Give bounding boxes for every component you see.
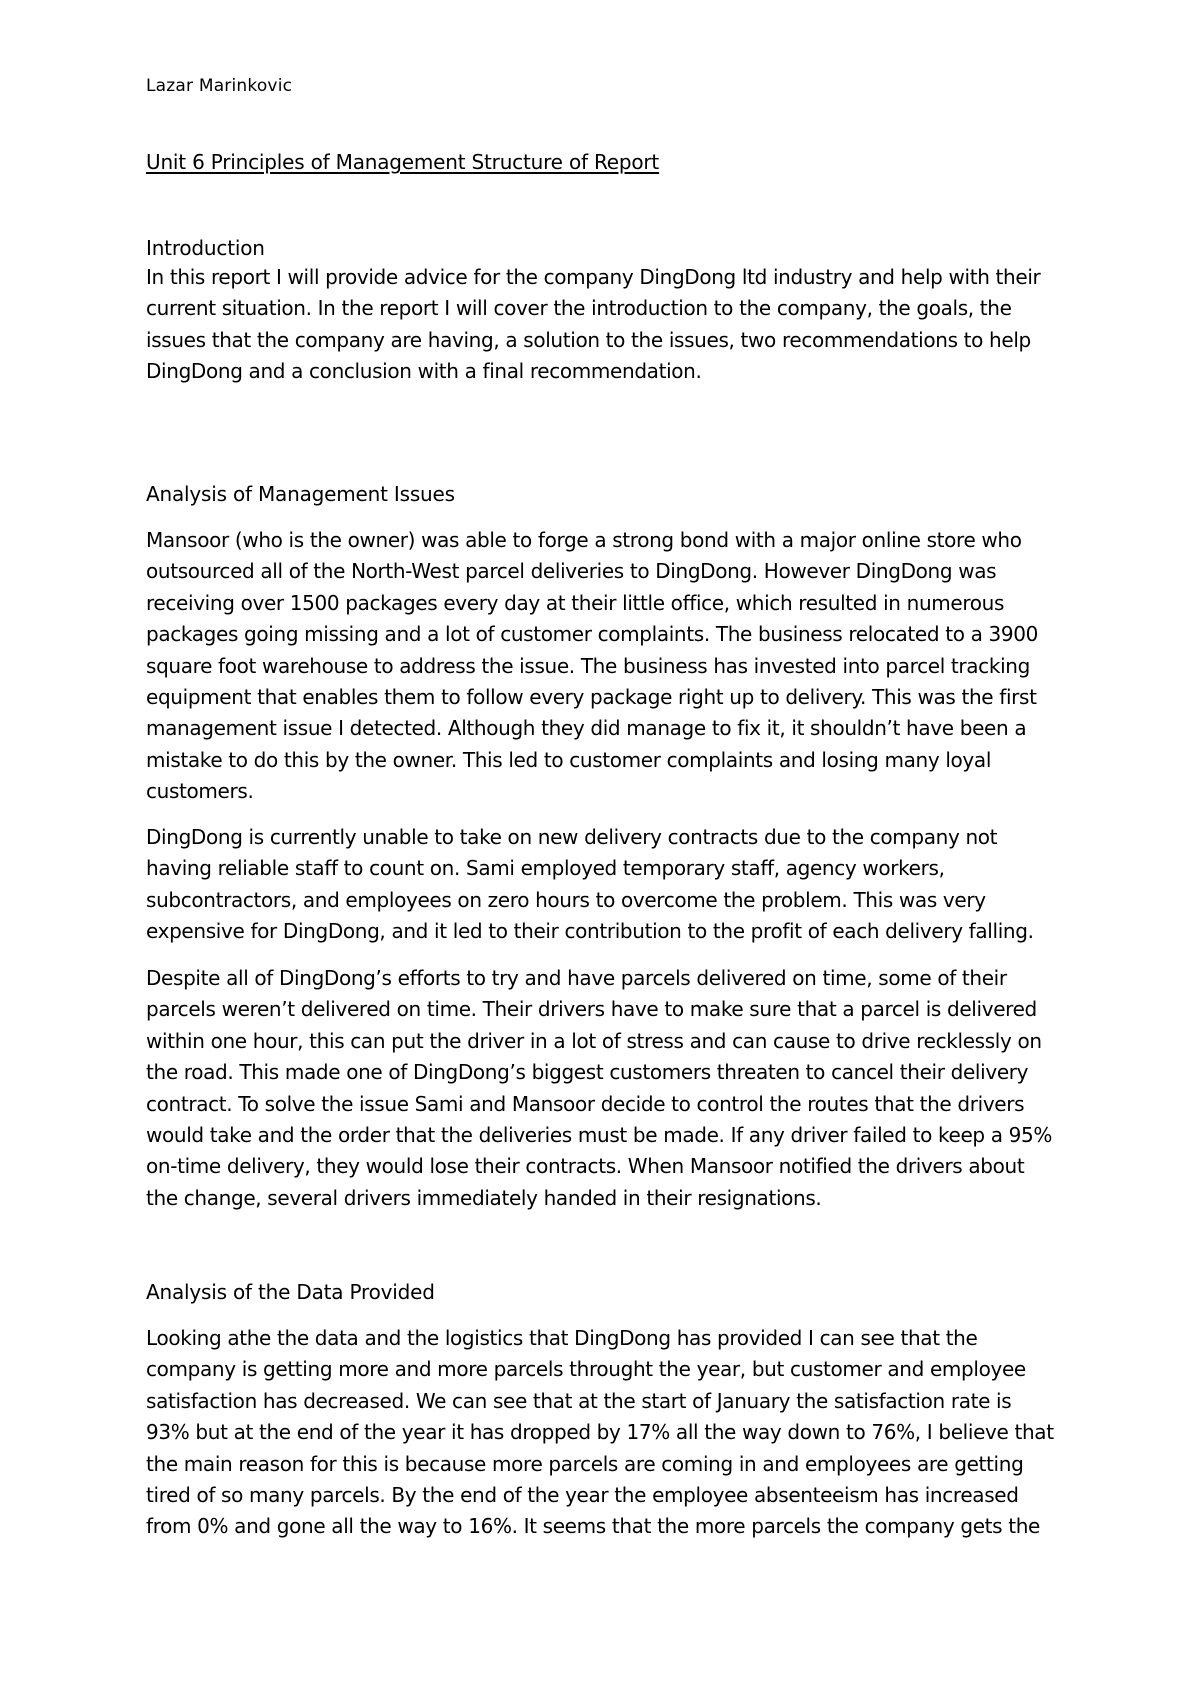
text-line: receiving over 1500 packages every day at their little office, which resulted in numerous: [146, 590, 1005, 615]
text-line: customers.: [146, 779, 254, 804]
text-line: DingDong is currently unable to take on new delivery contracts due to the company not: [146, 825, 998, 849]
text-line: 93% but at the end of the year it has dropped by 17% all the way down to 76%, I believe that: [146, 1420, 1054, 1445]
text-line: tired of so many parcels. By the end of the year the employee absenteeism has increased: [146, 1482, 1019, 1507]
text-line: expensive for DingDong, and it led to their contribution to the profit of each delivery falling.: [146, 919, 1034, 944]
heading-management-issues: Analysis of Management Issues: [146, 482, 455, 506]
text-line: equipment that enables them to follow every package right up to delivery. This was the first: [146, 684, 1037, 709]
text-line: contract. To solve the issue Sami and Mansoor decide to control the routes that the drivers: [146, 1091, 1025, 1116]
paragraph-data-1: [146, 1323, 1076, 1543]
text-line: the main reason for this is because more parcels are coming in and employees are getting: [146, 1451, 1024, 1476]
text-line: DingDong and a conclusion with a final recommendation.: [146, 359, 702, 384]
text-line: Looking athe the data and the logistics that DingDong has provided I can see that the: [146, 1326, 978, 1350]
text-line: company is getting more and more parcels throught the year, but customer and employee: [146, 1357, 1026, 1382]
text-line: Mansoor (who is the owner) was able to forge a strong bond with a major online store who: [146, 528, 1022, 552]
paragraph-issues-3: [146, 963, 1076, 1214]
text-line: the road. This made one of DingDong’s biggest customers threaten to cancel their delivery: [146, 1060, 1029, 1085]
paragraph-issues-1: [146, 525, 1076, 808]
text-line: parcels weren’t delivered on time. Their drivers have to make sure that a parcel is delivered: [146, 997, 1037, 1022]
text-line: issues that the company are having, a solution to the issues, two recommendations to help: [146, 327, 1031, 352]
report-title: Unit 6 Principles of Management Structure of Report: [146, 150, 660, 174]
text-line: management issue I detected. Although they did manage to fix it, it shouldn’t have been a: [146, 716, 1027, 741]
paragraph-issues-2: [146, 822, 1076, 948]
text-line: square foot warehouse to address the issue. The business has invested into parcel tracking: [146, 653, 1030, 678]
text-line: Despite all of DingDong’s efforts to try and have parcels delivered on time, some of their: [146, 966, 1007, 990]
author-name: Lazar Marinkovic: [146, 76, 293, 96]
text-line: satisfaction has decreased. We can see that at the start of January the satisfaction rate is: [146, 1388, 1012, 1413]
text-line: current situation. In the report I will cover the introduction to the company, the goals, the: [146, 296, 1012, 321]
paragraph-introduction: [146, 262, 1076, 388]
text-line: subcontractors, and employees on zero hours to overcome the problem. This was very: [146, 887, 986, 912]
text-line: packages going missing and a lot of customer complaints. The business relocated to a 3900: [146, 622, 1038, 647]
heading-data-analysis: Analysis of the Data Provided: [146, 1280, 435, 1304]
text-line: In this report I will provide advice for the company DingDong ltd industry and help with their: [146, 265, 1041, 289]
heading-introduction: Introduction: [146, 236, 265, 260]
text-line: having reliable staff to count on. Sami employed temporary staff, agency workers,: [146, 856, 945, 881]
text-line: from 0% and gone all the way to 16%. It seems that the more parcels the company gets the: [146, 1514, 1040, 1539]
text-line: outsourced all of the North-West parcel deliveries to DingDong. However DingDong was: [146, 559, 997, 584]
text-line: on-time delivery, they would lose their contracts. When Mansoor notified the drivers about: [146, 1154, 1025, 1179]
text-line: within one hour, this can put the driver in a lot of stress and can cause to drive recklessly on: [146, 1028, 1042, 1053]
text-line: would take and the order that the deliveries must be made. If any driver failed to keep a 95%: [146, 1122, 1053, 1147]
text-line: the change, several drivers immediately handed in their resignations.: [146, 1185, 822, 1210]
text-line: mistake to do this by the owner. This led to customer complaints and losing many loyal: [146, 747, 992, 772]
